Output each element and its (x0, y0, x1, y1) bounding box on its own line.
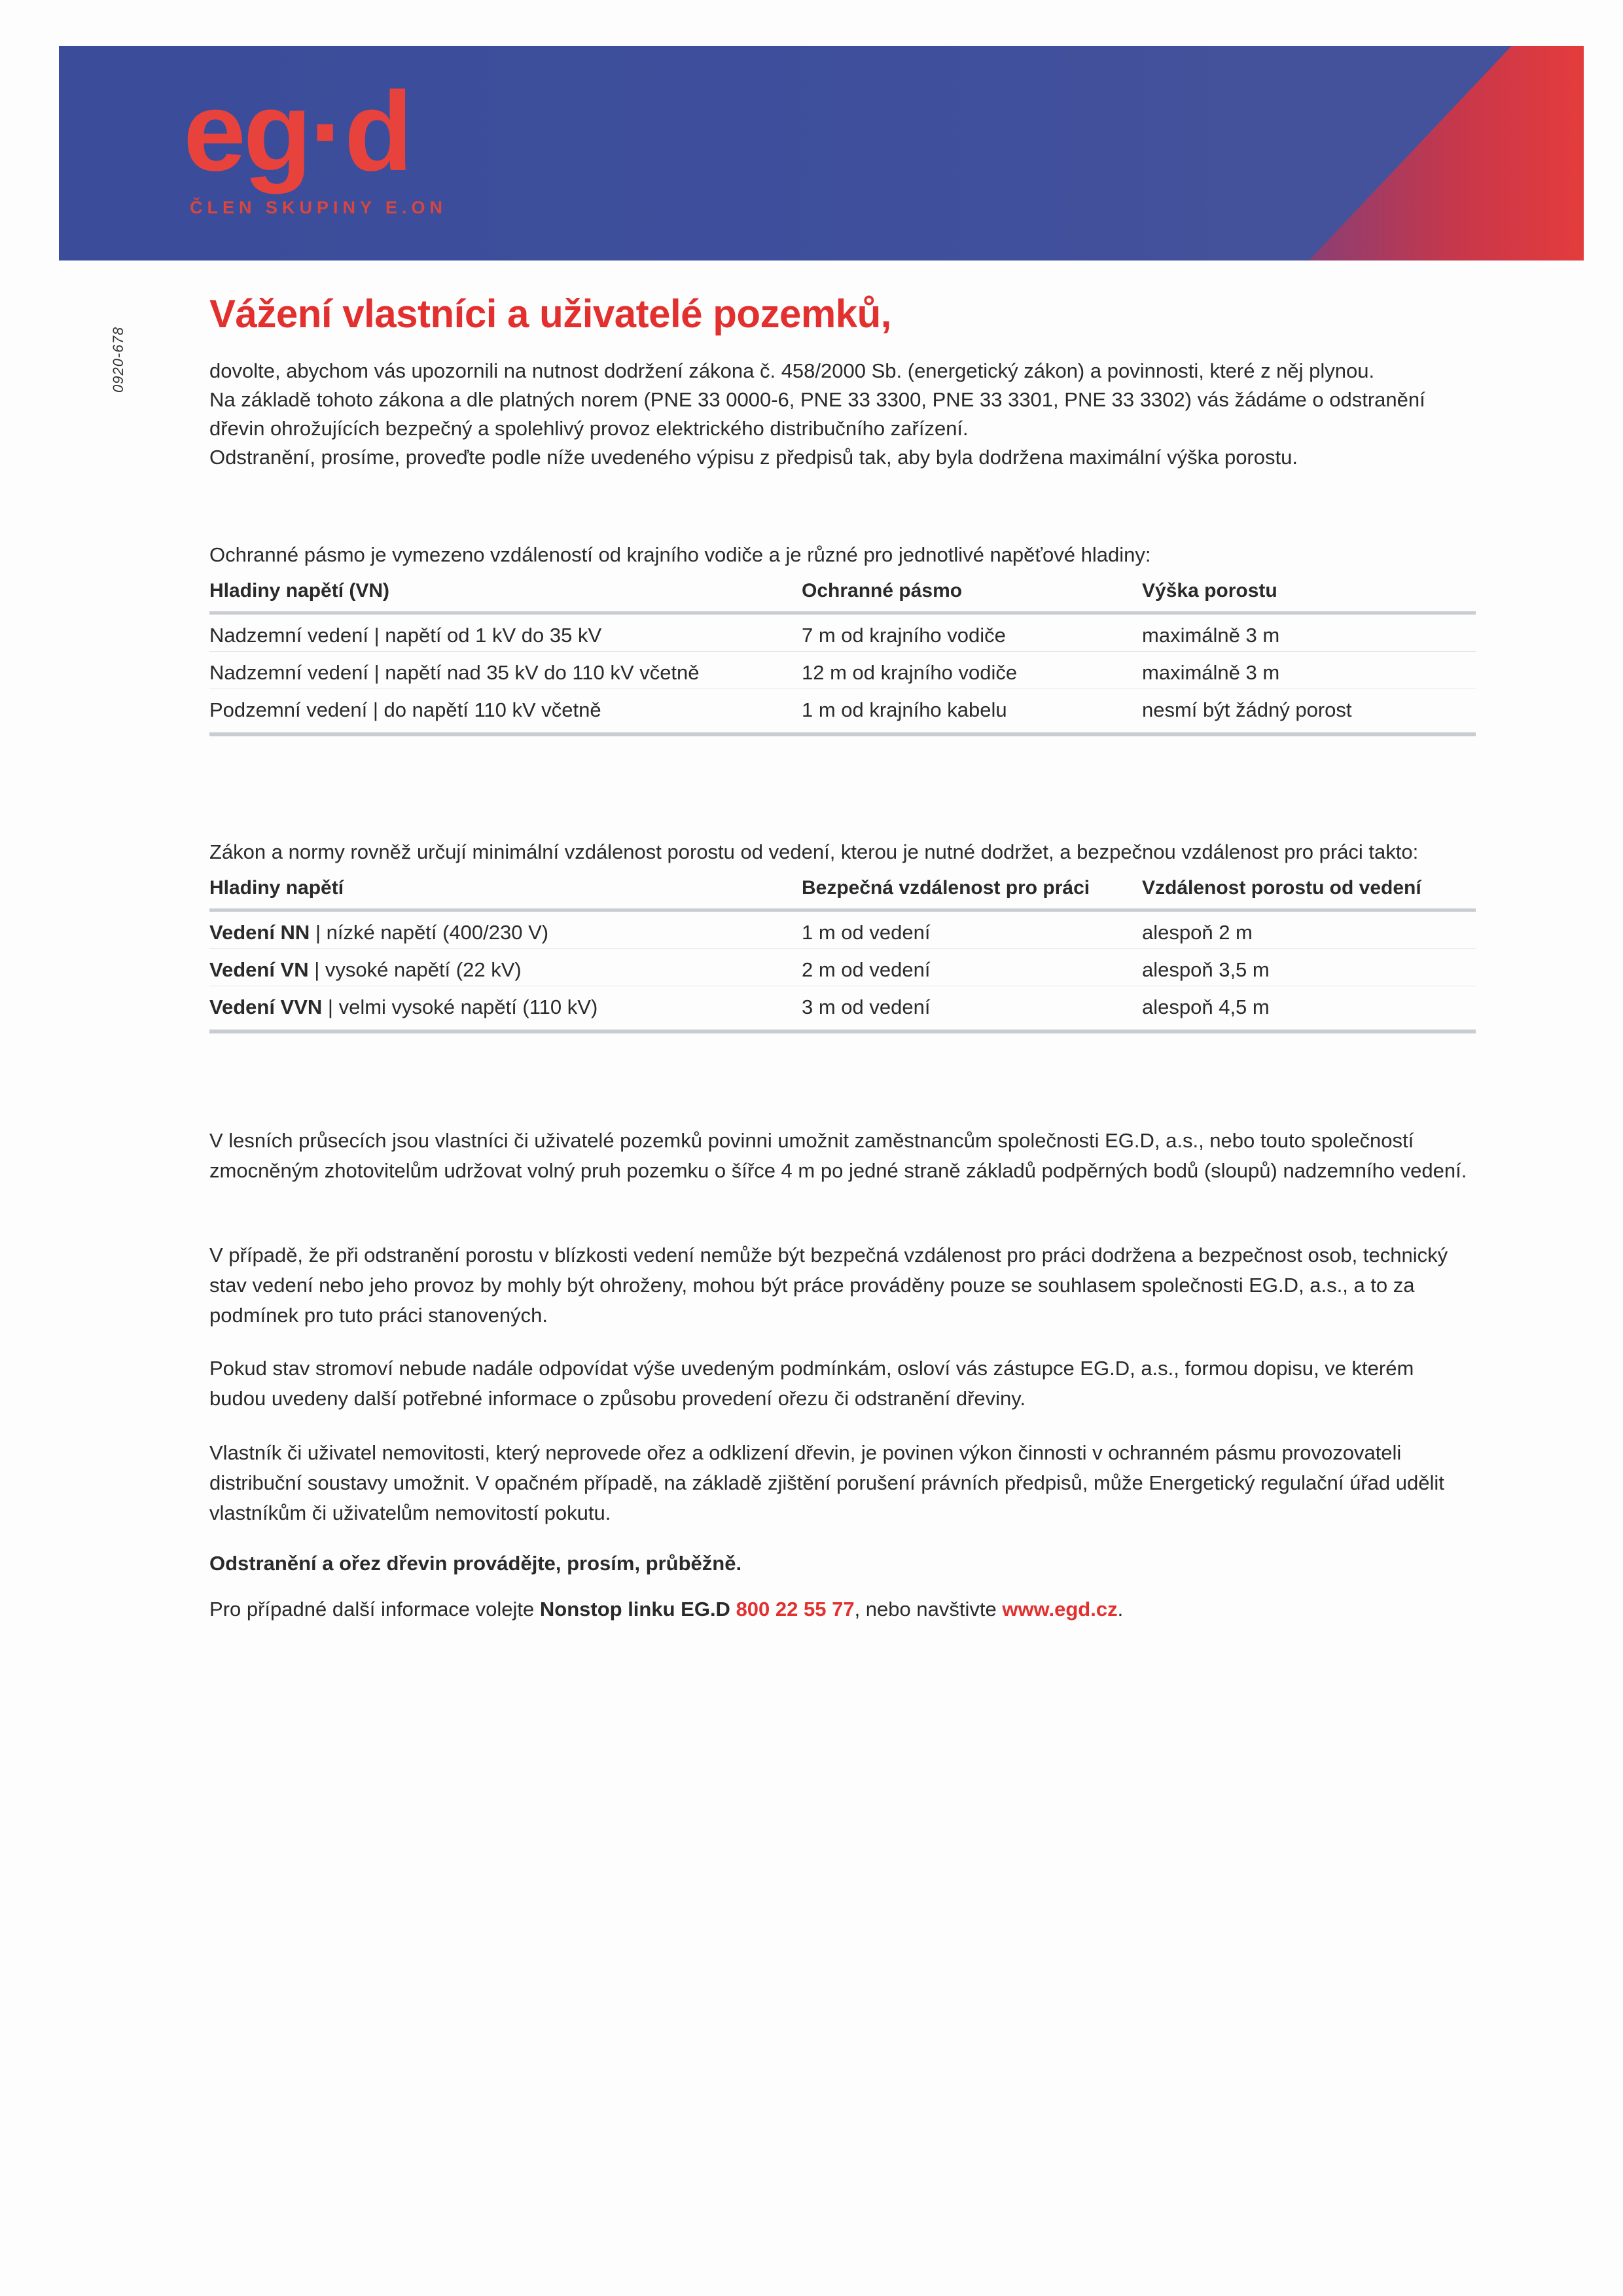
table-row (209, 652, 1476, 689)
closing-note: Odstranění a ořez dřevin provádějte, prosím, průběžně. (209, 1552, 742, 1575)
body-paragraph: Pokud stav stromoví nebude nadále odpovídat výše uvedeným podmínkám, osloví vás zástupce EG.D, a.s., formou dopisu, ve kterém budou uvedeny další potřebné informace o způsobu provedení ořezu či odstranění dřeviny. (209, 1357, 1414, 1410)
voltage-level-name: Vedení VVN (209, 996, 323, 1018)
safe-distance-section (209, 838, 1476, 1033)
table-cell (209, 986, 802, 1032)
table-header: Ochranné pásmo (802, 580, 1142, 613)
table-cell: alespoň 3,5 m (1142, 949, 1476, 986)
table-cell: 2 m od vedení (802, 949, 1142, 986)
table-cell: 3 m od vedení (802, 986, 1142, 1032)
intro-line: Na základě tohoto zákona a dle platných norem (PNE 33 0000-6, PNE 33 3300, PNE 33 3301, PNE 33 3302) vás žádáme o odstranění (209, 388, 1425, 411)
table-cell: 12 m od krajního vodiče (802, 652, 1142, 689)
banner-diagonal-stripe (1309, 46, 1584, 260)
website-link[interactable]: www.egd.cz (1002, 1598, 1118, 1621)
protection-zone-section (209, 541, 1476, 736)
intro-line: Odstranění, prosíme, proveďte podle níže uvedeného výpisu z předpisů tak, aby byla dodržena maximální výška porostu. (209, 446, 1298, 469)
table-cell: maximálně 3 m (1142, 613, 1476, 652)
intro-line: dovolte, abychom vás upozornili na nutnost dodržení zákona č. 458/2000 Sb. (energetický zákon) a povinnosti, které z něj plynou. (209, 359, 1375, 382)
voltage-level-name: Vedení NN (209, 921, 310, 944)
table-header: Hladiny napětí (209, 877, 802, 910)
table-cell: nesmí být žádný porost (1142, 689, 1476, 735)
hotline-phone[interactable]: 800 22 55 77 (736, 1598, 855, 1621)
table-cell: 1 m od krajního kabelu (802, 689, 1142, 735)
table-cell: Podzemní vedení | do napětí 110 kV včetně (209, 689, 802, 735)
table2-lead: Zákon a normy rovněž určují minimální vzdálenost porostu od vedení, kterou je nutné dodržet, a bezpečnou vzdálenost pro práci takto: (209, 840, 1419, 863)
safe-distance-table (209, 877, 1476, 1033)
body-paragraph: Vlastník či uživatel nemovitosti, který neprovede ořez a odklizení dřevin, je povinen výkon činnosti v ochranném pásmu provozovateli distribuční soustavy umožnit. V opačném případě, na základě zjištění porušení právních předpisů, může Energetický regulační úřad udělit vlastníkům či uživatelům nemovitostí pokutu. (209, 1441, 1444, 1524)
table-cell: Nadzemní vedení | napětí nad 35 kV do 110 kV včetně (209, 652, 802, 689)
body-paragraph: V případě, že při odstranění porostu v blízkosti vedení nemůže být bezpečná vzdálenost pro práci dodržena a bezpečnost osob, technický stav vedení nebo jeho provoz by mohly být ohroženy, mohou být práce prováděny pouze se souhlasem společnosti EG.D, a.s., a to za podmínek pro tuto práci stanovených. (209, 1244, 1448, 1327)
logo-tagline: ČLEN SKUPINY E.ON (190, 198, 448, 217)
table-cell (209, 910, 802, 949)
table-cell: maximálně 3 m (1142, 652, 1476, 689)
table-row (209, 986, 1476, 1032)
header-banner (59, 46, 1584, 260)
page-title: Vážení vlastníci a uživatelé pozemků, (209, 292, 891, 336)
table-header: Vzdálenost porostu od vedení (1142, 877, 1476, 910)
table-cell (209, 949, 802, 986)
hotline-label: Nonstop linku EG.D (539, 1598, 736, 1621)
table-header: Bezpečná vzdálenost pro práci (802, 877, 1142, 910)
body-paragraph: V lesních průsecích jsou vlastníci či uživatelé pozemků povinni umožnit zaměstnancům společnosti EG.D, a.s., nebo touto společností zmocněným zhotovitelům udržovat volný pruh pozemku o šířce 4 m po jedné straně základů podpěrných bodů (sloupů) nadzemního vedení. (209, 1129, 1467, 1182)
table-header: Hladiny napětí (VN) (209, 580, 802, 613)
table-cell: alespoň 2 m (1142, 910, 1476, 949)
table-row (209, 613, 1476, 652)
table-row (209, 689, 1476, 735)
voltage-level-detail: | velmi vysoké napětí (110 kV) (322, 996, 598, 1018)
contact-end: . (1117, 1598, 1124, 1621)
document-code: 0920-678 (110, 327, 126, 393)
contact-mid: , nebo navštivte (854, 1598, 1003, 1621)
table-row (209, 910, 1476, 949)
table-row (209, 949, 1476, 986)
voltage-level-detail: | nízké napětí (400/230 V) (310, 921, 549, 944)
table-cell: Nadzemní vedení | napětí od 1 kV do 35 kV (209, 613, 802, 652)
contact-line (209, 1594, 1476, 1624)
table-header-row (209, 580, 1476, 613)
contact-pre: Pro případné další informace volejte (209, 1598, 540, 1621)
protection-zone-table (209, 580, 1476, 736)
table1-lead: Ochranné pásmo je vymezeno vzdáleností od krajního vodiče a je různé pro jednotlivé napěťové hladiny: (209, 543, 1151, 566)
table-header: Výška porostu (1142, 580, 1476, 613)
table-cell: alespoň 4,5 m (1142, 986, 1476, 1032)
table-header-row (209, 877, 1476, 910)
table-cell: 7 m od krajního vodiče (802, 613, 1142, 652)
voltage-level-name: Vedení VN (209, 958, 309, 981)
intro-line: dřevin ohrožujících bezpečný a spolehlivý provoz elektrického distribučního zařízení. (209, 417, 969, 440)
egd-logo: eg·d (183, 69, 411, 194)
intro-text (209, 357, 1476, 472)
voltage-level-detail: | vysoké napětí (22 kV) (308, 958, 522, 981)
table-cell: 1 m od vedení (802, 910, 1142, 949)
